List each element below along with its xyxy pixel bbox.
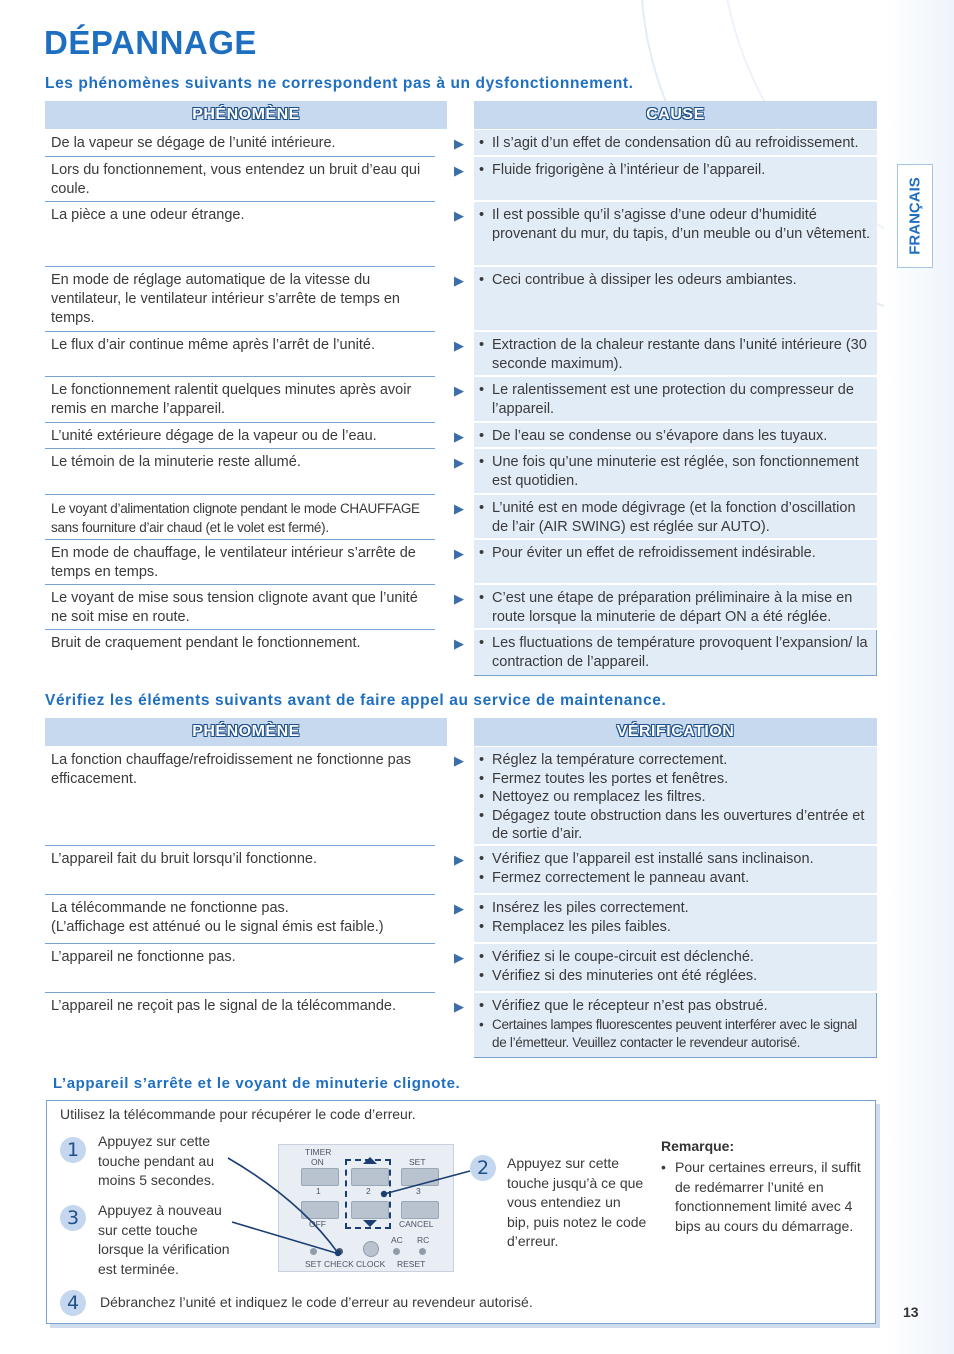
remote-key-2: 2 [366,1186,371,1196]
arrow-right-icon: ▶ [454,429,464,444]
bullet-icon: • [661,1159,666,1175]
check-item: • Nettoyez ou remplacez les filtres. [492,788,873,807]
page-title: DÉPANNAGE [44,24,257,61]
check-item: • Fermez toutes les portes et fenêtres. [492,770,873,789]
remark-title: Remarque: [661,1138,735,1154]
phenomenon-cell: En mode de chauffage, le ventilateur intérieur s’arrête de temps en temps. [45,540,435,585]
check-item: • Dégagez toute obstruction dans les ouvertures d’entrée et de sortie d’air. [492,807,873,844]
phenomenon-cell: Bruit de craquement pendant le fonctionnement. [51,635,361,651]
cause-item: • De l’eau se condense ou s’évapore dans les tuyaux. [492,427,873,446]
remote-key-1: 1 [316,1186,321,1196]
check-item: • Certaines lampes fluorescentes peuvent interférer avec le signal de l’émetteur. Veuillez contacter le revendeur autorisé. [492,1016,872,1053]
arrow-right-icon: ▶ [454,338,464,353]
phenomenon-cell: De la vapeur se dégage de l’unité intérieure. [45,130,435,157]
cause-item: • L’unité est en mode dégivrage (et la fonction d’oscillation de l’air (AIR SWING) est réglée sur AUTO). [492,499,873,537]
arrow-right-icon: ▶ [454,383,464,398]
callout-line-step-3 [232,1222,336,1253]
arrow-right-icon: ▶ [454,950,464,965]
phenomenon-cell: Le flux d’air continue même après l’arrêt de l’unité. [45,332,435,377]
phenomenon-cell: Lors du fonctionnement, vous entendez un bruit d’eau qui coule. [45,157,435,202]
step-number-1: 1 [60,1137,86,1163]
phenomenon-cell: Le voyant de mise sous tension clignote avant que l’unité ne soit mise en route. [45,585,435,630]
phenomenon-line: La télécommande ne fonctionne pas. [51,900,289,916]
arrow-right-icon: ▶ [454,852,464,867]
language-label: FRANÇAIS [906,177,924,255]
column-header-phenomenon-2: PHÉNOMÈNE [45,718,447,746]
cause-item: • Il s’agit d’un effet de condensation dû au refroidissement. [492,134,873,153]
callout-dot-updown [381,1191,387,1197]
remote-check-label: CHECK [324,1259,354,1269]
cause-item: • Les fluctuations de température provoquent l’expansion/ la contraction de l’appareil. [492,634,872,672]
remote-clock-label: CLOCK [356,1259,386,1269]
remote-reset-label: RESET [397,1259,426,1269]
check-item: • Vérifiez que le récepteur n’est pas obstrué. [492,997,872,1016]
remote-set-label: SET [409,1157,426,1167]
check-item: • Réglez la température correctement. [492,751,873,770]
phenomenon-cell: En mode de réglage automatique de la vitesse du ventilateur, le ventilateur intérieur s’arrête de temps en temps. [45,267,435,332]
phenomenon-line-2: (L’affichage est atténué ou le signal émis est faible.) [51,918,384,935]
column-header-phenomenon: PHÉNOMÈNE [45,101,447,129]
arrow-right-icon: ▶ [454,753,464,768]
check-item: • Insérez les piles correctement. [492,899,873,918]
cause-item: • C’est une étape de préparation préliminaire à la mise en route lorsque la minuterie de départ ON a été réglée. [492,589,873,627]
arrow-right-icon: ▶ [454,636,464,651]
step-number-2: 2 [470,1155,496,1181]
cause-item: • Ceci contribue à dissiper les odeurs ambiantes. [492,271,873,290]
cause-item: • Il est possible qu’il s’agisse d’une odeur d’humidité provenant du mur, du tapis, d’un meuble ou d’un vêtement. [492,206,873,244]
cause-item: • Extraction de la chaleur restante dans l’unité intérieure (30 seconde maximum). [492,336,873,374]
step-3-text: Appuyez à nouveau sur cette touche lorsque la vérification est terminée. [98,1202,230,1277]
phenomenon-cell: L’appareil fait du bruit lorsqu’il fonctionne. [45,846,435,895]
remote-timer-label: TIMER [305,1147,332,1157]
callout-dot-check [335,1250,341,1256]
callout-line-step-1 [228,1158,338,1253]
phenomenon-cell: La fonction chauffage/refroidissement ne fonctionne pas efficacement. [45,747,435,846]
phenomenon-cell: L’unité extérieure dégage de la vapeur ou de l’eau. [45,423,435,449]
cause-item: • Le ralentissement est une protection du compresseur de l’appareil. [492,381,873,419]
column-header-verification: VÉRIFICATION [474,718,877,746]
remote-on-label: ON [311,1157,324,1167]
phenomenon-cell: Le témoin de la minuterie reste allumé. [45,449,435,495]
phenomenon-cell: L’appareil ne fonctionne pas. [45,944,435,993]
section-heading-error-code: L’appareil s’arrête et le voyant de minuterie clignote. [53,1075,461,1092]
arrow-right-icon: ▶ [454,136,464,151]
arrow-right-icon: ▶ [454,501,464,516]
check-item: • Fermez correctement le panneau avant. [492,869,873,888]
cause-item: • Pour éviter un effet de refroidissement indésirable. [492,544,873,563]
phenomenon-cell: Le fonctionnement ralentit quelques minutes après avoir remis en marche l’appareil. [45,377,435,423]
page-number: 13 [903,1304,919,1320]
cause-item: • Une fois qu’une minuterie est réglée, son fonctionnement est quotidien. [492,453,873,491]
remote-cancel-label: CANCEL [399,1219,434,1229]
check-item: • Vérifiez si des minuteries ont été réglées. [492,967,873,986]
step-4-text: Débranchez l’unité et indiquez le code d’erreur au revendeur autorisé. [100,1294,533,1310]
step-2-text: Appuyez sur cette touche jusqu’à ce que vous entendiez un bip, puis notez le code d’erreur. [507,1155,647,1249]
phenomenon-cell: La pièce a une odeur étrange. [45,202,435,267]
arrow-right-icon: ▶ [454,901,464,916]
check-item: • Remplacez les piles faibles. [492,918,873,937]
check-item: • Vérifiez si le coupe-circuit est déclenché. [492,948,873,967]
callout-line-step-2 [384,1171,470,1194]
arrow-right-icon: ▶ [454,273,464,288]
arrow-right-icon: ▶ [454,455,464,470]
arrow-right-icon: ▶ [454,999,464,1014]
step-number-3: 3 [60,1205,86,1231]
step-1-text: Appuyez sur cette touche pendant au moins 5 secondes. [98,1133,215,1188]
section-heading-normal-phenomena: Les phénomènes suivants ne correspondent pas à un dysfonctionnement. [45,75,634,92]
section-heading-checks: Vérifiez les éléments suivants avant de faire appel au service de maintenance. [45,692,667,709]
phenomenon-cell: Le voyant d’alimentation clignote pendant le mode CHAUFFAGE sans fourniture d’air chaud (et le volet est fermé). [45,495,435,540]
remote-off-label: OFF [309,1219,326,1229]
remote-rc-label: RC [417,1235,430,1245]
remote-ac-label: AC [391,1235,403,1245]
arrow-right-icon: ▶ [454,163,464,178]
column-header-cause: CAUSE [474,101,877,129]
remote-bottom-set-label: SET [305,1259,322,1269]
arrow-right-icon: ▶ [454,591,464,606]
arrow-right-icon: ▶ [454,208,464,223]
arrow-right-icon: ▶ [454,546,464,561]
check-item: • Vérifiez que l’appareil est installé sans inclinaison. [492,850,873,869]
remote-key-3: 3 [416,1186,421,1196]
remark-body: Pour certaines erreurs, il suffit de redémarrer l’unité en fonctionnement limité avec 4 bips au cours du démarrage. [675,1159,861,1234]
cause-item: • Fluide frigorigène à l’intérieur de l’appareil. [492,161,873,180]
phenomenon-cell: L’appareil ne reçoit pas le signal de la télécommande. [51,998,396,1014]
step-number-4: 4 [60,1290,86,1316]
error-intro-text: Utilisez la télécommande pour récupérer le code d’erreur. [60,1106,416,1122]
